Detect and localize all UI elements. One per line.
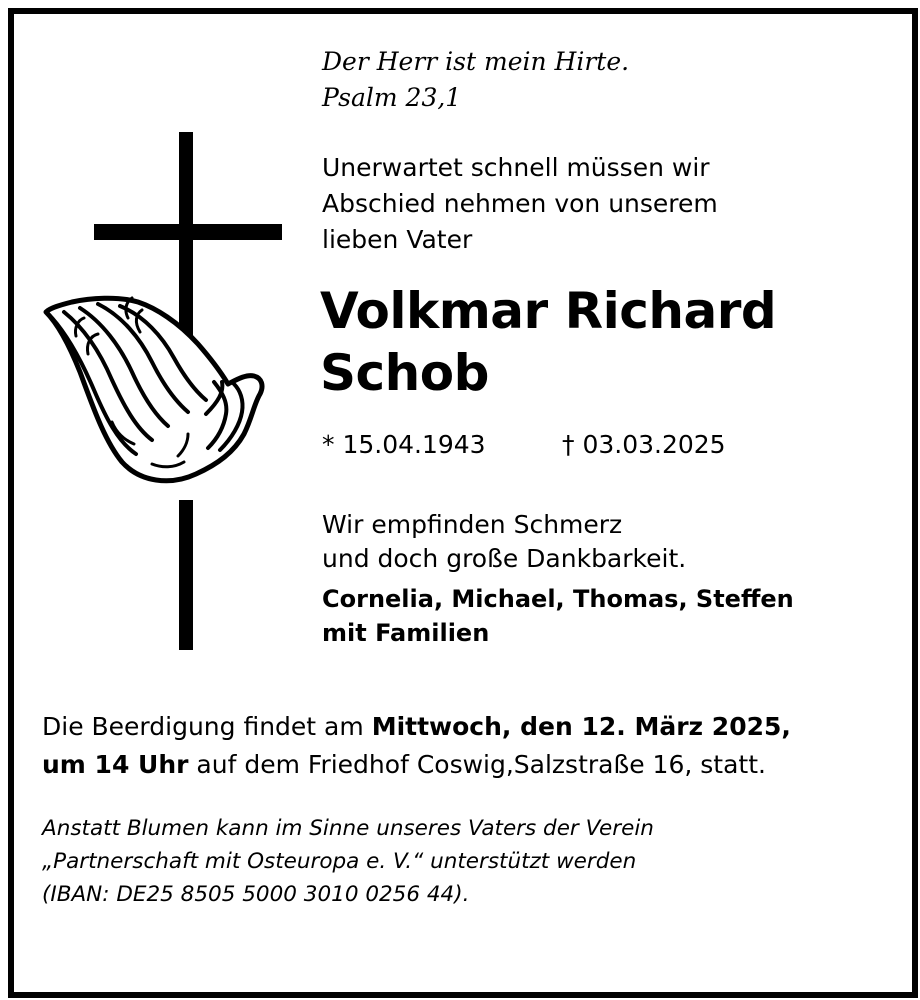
praying-hands-icon — [46, 298, 262, 481]
psalm-reference: Psalm 23,1 — [322, 83, 462, 112]
birth-date: * 15.04.1943 — [322, 430, 486, 459]
thanks-line-1: Wir empfinden Schmerz — [322, 510, 623, 539]
cross-and-hands-symbol — [28, 122, 298, 662]
thanks-line-2: und doch große Dankbarkeit. — [322, 544, 687, 573]
psalm-quote — [322, 44, 629, 116]
intro-line-2: Abschied nehmen von unserem — [322, 189, 718, 218]
mourners-line-2: mit Familien — [322, 619, 490, 647]
intro-text — [322, 150, 718, 258]
mourners-line-1: Cornelia, Michael, Thomas, Steffen — [322, 585, 794, 613]
funeral-prefix: Die Beerdigung findet am — [42, 712, 372, 741]
funeral-date: Mittwoch, den 12. März 2025, — [371, 712, 791, 741]
mourners-list — [322, 582, 794, 650]
deceased-name — [320, 280, 776, 404]
psalm-text: Der Herr ist mein Hirte. — [322, 47, 630, 76]
funeral-line-2 — [42, 746, 791, 784]
intro-line-1: Unerwartet schnell müssen wir — [322, 153, 710, 182]
funeral-time: um 14 Uhr — [42, 750, 189, 779]
thanks-text — [322, 508, 686, 576]
funeral-location: auf dem Friedhof Coswig,Salzstraße 16, statt. — [188, 750, 766, 779]
funeral-line-1 — [42, 708, 791, 746]
intro-line-3: lieben Vater — [322, 225, 473, 254]
donation-note — [42, 812, 654, 911]
deceased-first-names: Volkmar Richard — [320, 282, 777, 340]
death-date: † 03.03.2025 — [562, 430, 726, 459]
donation-line-3: (IBAN: DE25 8505 5000 3010 0256 44). — [42, 882, 470, 907]
funeral-info — [42, 708, 791, 784]
donation-line-2: „Partnerschaft mit Osteuropa e. V.“ unterstützt werden — [42, 849, 637, 874]
deceased-surname: Schob — [320, 344, 489, 402]
life-dates — [322, 428, 726, 462]
donation-line-1: Anstatt Blumen kann im Sinne unseres Vaters der Verein — [42, 816, 654, 841]
